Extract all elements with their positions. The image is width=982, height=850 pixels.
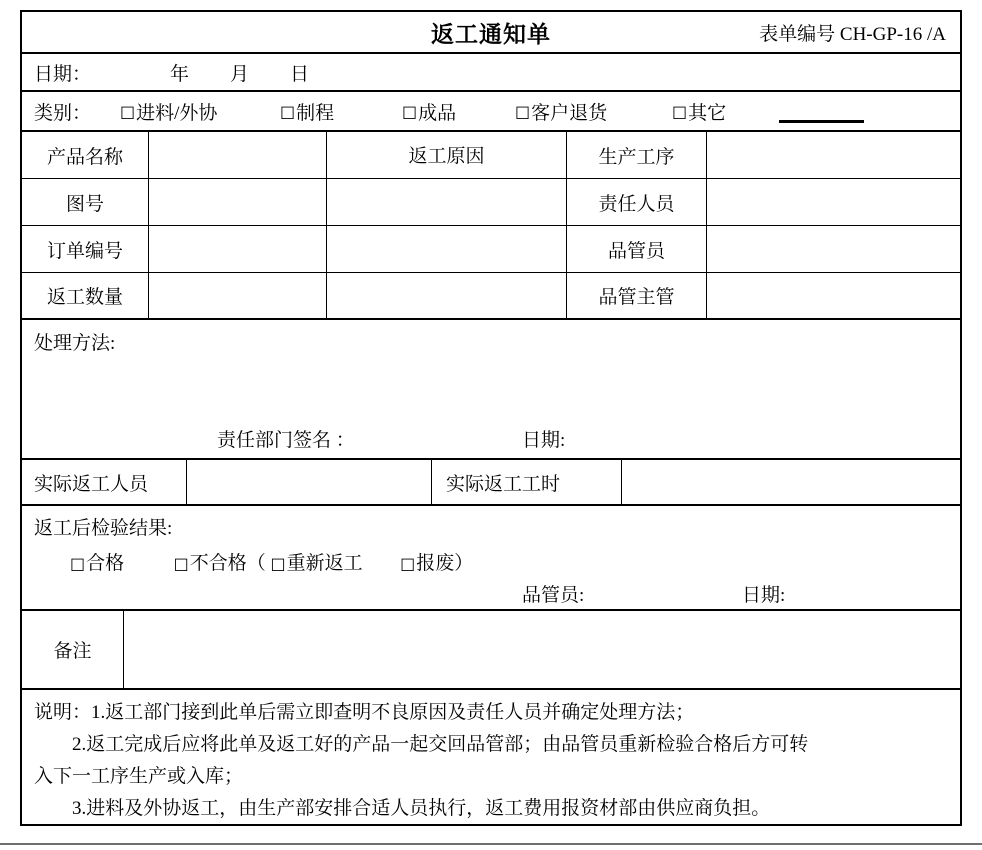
category-other-write-in-line[interactable] bbox=[779, 120, 864, 123]
label-order-number: 订单编号 bbox=[22, 226, 149, 272]
value-remark[interactable] bbox=[124, 611, 960, 688]
inspection-option-scrap[interactable]: □报废） bbox=[400, 553, 474, 574]
form-code: 表单编号 CH-GP-16 /A bbox=[759, 23, 946, 45]
category-option-process[interactable] bbox=[280, 92, 334, 130]
category-label: 类别： bbox=[34, 102, 92, 124]
label-remark: 备注 bbox=[22, 611, 124, 688]
category-option-finished[interactable] bbox=[402, 92, 456, 130]
handling-method-date-label: 日期: bbox=[522, 430, 566, 451]
value-drawing-number[interactable] bbox=[149, 179, 327, 225]
inspection-option-rework[interactable]: □重新返工 bbox=[270, 553, 363, 574]
checkbox-icon: □ bbox=[280, 101, 296, 121]
label-qc-inspector: 品管员 bbox=[567, 226, 707, 272]
inspection-option-pass[interactable]: □合格 bbox=[70, 553, 125, 574]
label-rework-quantity: 返工数量 bbox=[22, 273, 149, 318]
checkbox-icon: □ bbox=[70, 554, 86, 573]
value-qc-supervisor[interactable] bbox=[707, 273, 960, 318]
category-option-label: 制程 bbox=[296, 102, 335, 124]
label-qc-supervisor: 品管主管 bbox=[567, 273, 707, 318]
inspection-options[interactable] bbox=[70, 548, 473, 575]
label-actual-rework-person: 实际返工人员 bbox=[22, 460, 187, 504]
instructions-line-3: 入下一工序生产或入库； bbox=[34, 766, 244, 787]
inspection-result-title: 返工后检验结果: bbox=[34, 518, 173, 539]
info-row-1 bbox=[22, 132, 960, 179]
value-product-name[interactable] bbox=[149, 132, 327, 178]
rework-reason-spacer-2[interactable] bbox=[327, 273, 567, 318]
label-rework-reason: 返工原因 bbox=[327, 132, 567, 178]
date-row bbox=[22, 54, 960, 92]
value-actual-rework-person[interactable] bbox=[187, 460, 432, 504]
value-rework-quantity[interactable] bbox=[149, 273, 327, 318]
checkbox-icon: □ bbox=[402, 101, 418, 121]
category-option-label: 进料/外协 bbox=[136, 102, 218, 124]
checkbox-icon: □ bbox=[400, 554, 416, 573]
value-actual-rework-hours[interactable] bbox=[622, 460, 960, 504]
instructions-line-2: 2.返工完成后应将此单及返工好的产品一起交回品管部；由品管员重新检验合格后方可转 bbox=[72, 734, 809, 755]
instructions-block bbox=[22, 690, 960, 824]
value-rework-reason[interactable] bbox=[327, 179, 567, 225]
date-label: 日期： bbox=[34, 63, 92, 85]
category-option-label: 成品 bbox=[418, 102, 457, 124]
category-option-customer-return[interactable] bbox=[515, 92, 607, 130]
date-month-label: 月 bbox=[230, 63, 250, 85]
actual-rework-row bbox=[22, 460, 960, 506]
category-row bbox=[22, 92, 960, 132]
checkbox-icon: □ bbox=[173, 554, 189, 573]
date-day-label: 日 bbox=[290, 63, 310, 85]
value-qc-inspector[interactable] bbox=[707, 226, 960, 272]
checkbox-icon: □ bbox=[270, 554, 286, 573]
handling-method-label: 处理方法: bbox=[34, 333, 116, 354]
post-rework-inspection-block bbox=[22, 506, 960, 611]
value-production-process[interactable] bbox=[707, 132, 960, 178]
form-header-row bbox=[22, 12, 960, 54]
value-responsible-person[interactable] bbox=[707, 179, 960, 225]
inspection-date-label: 日期: bbox=[742, 585, 786, 606]
value-order-number[interactable] bbox=[149, 226, 327, 272]
category-option-label: 客户退货 bbox=[531, 102, 608, 124]
category-option-label: 其它 bbox=[688, 102, 727, 124]
date-year-label: 年 bbox=[170, 63, 190, 85]
page-title: 返工通知单 bbox=[431, 21, 551, 47]
responsible-dept-signature-label: 责任部门签名 ： bbox=[217, 430, 355, 451]
info-row-2 bbox=[22, 179, 960, 226]
inspection-option-fail[interactable]: □不合格（ bbox=[173, 553, 266, 574]
checkbox-icon: □ bbox=[120, 101, 136, 121]
inspection-qc-label: 品管员: bbox=[522, 585, 585, 606]
checkbox-icon: □ bbox=[515, 101, 531, 121]
info-row-3 bbox=[22, 226, 960, 273]
instructions-line-1: 说明：1.返工部门接到此单后需立即查明不良原因及责任人员并确定处理方法； bbox=[34, 702, 695, 723]
label-responsible-person: 责任人员 bbox=[567, 179, 707, 225]
label-product-name: 产品名称 bbox=[22, 132, 149, 178]
label-production-process: 生产工序 bbox=[567, 132, 707, 178]
category-option-other[interactable] bbox=[672, 92, 726, 130]
category-option-incoming[interactable] bbox=[120, 92, 217, 130]
page-bottom-rule bbox=[0, 843, 982, 845]
rework-reason-spacer[interactable] bbox=[327, 226, 567, 272]
instructions-line-4: 3.进料及外协返工，由生产部安排合适人员执行，返工费用报资材部由供应商负担。 bbox=[72, 798, 771, 819]
label-actual-rework-hours: 实际返工工时 bbox=[432, 460, 622, 504]
rework-notice-form bbox=[20, 10, 962, 826]
label-drawing-number: 图号 bbox=[22, 179, 149, 225]
checkbox-icon: □ bbox=[672, 101, 688, 121]
handling-method-block[interactable] bbox=[22, 320, 960, 460]
remark-row bbox=[22, 611, 960, 690]
info-row-4 bbox=[22, 273, 960, 320]
